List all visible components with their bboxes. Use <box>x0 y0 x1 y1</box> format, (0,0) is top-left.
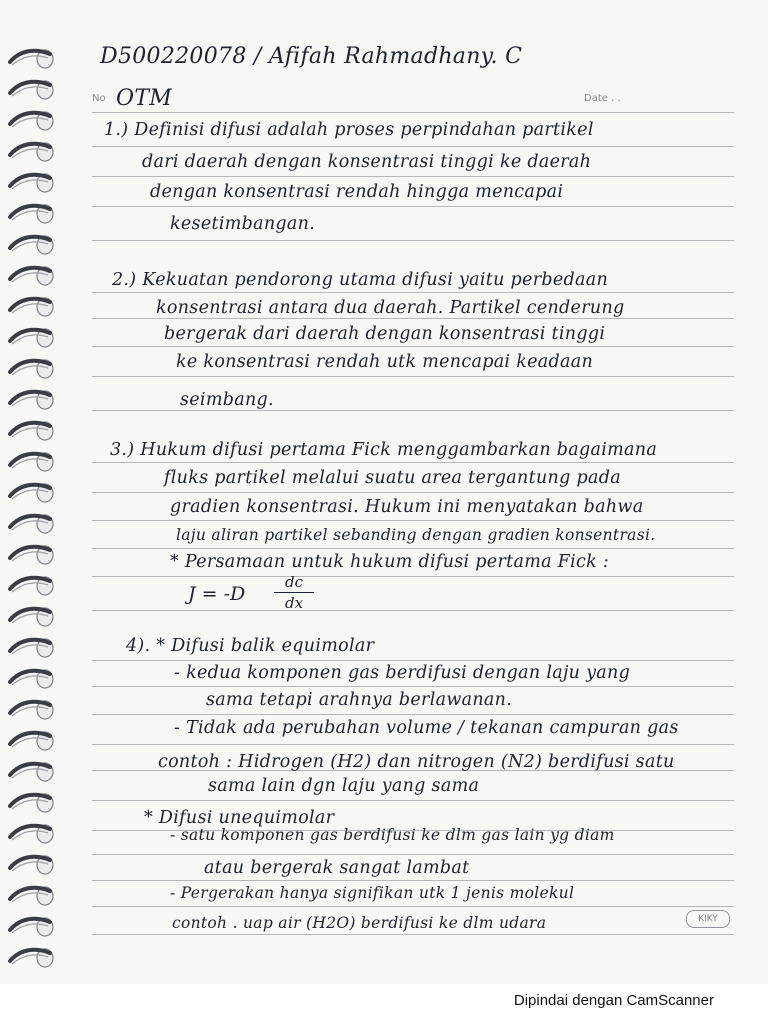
spiral-ring-icon <box>6 232 58 258</box>
ruled-line <box>92 376 734 377</box>
spiral-ring-icon <box>6 852 58 878</box>
note-line: sama tetapi arahnya berlawanan. <box>206 690 513 710</box>
note-line: - Pergerakan hanya signifikan utk 1 jenis molekul <box>170 884 575 902</box>
spiral-ring-icon <box>6 108 58 134</box>
note-line: ke konsentrasi rendah utk mencapai keadaan <box>176 352 594 372</box>
note-line: 2.) Kekuatan pendorong utama difusi yaitu perbedaan <box>112 270 609 290</box>
ruled-line <box>92 686 734 687</box>
spiral-ring-icon <box>6 449 58 475</box>
spiral-ring-icon <box>6 387 58 413</box>
spiral-ring-icon <box>6 77 58 103</box>
spiral-ring-icon <box>6 418 58 444</box>
note-line: dari daerah dengan konsentrasi tinggi ke daerah <box>142 152 592 172</box>
note-line: bergerak dari daerah dengan konsentrasi tinggi <box>164 324 606 344</box>
spiral-ring-icon <box>6 821 58 847</box>
spiral-ring-icon <box>6 294 58 320</box>
ruled-line <box>92 854 734 855</box>
note-line: - satu komponen gas berdifusi ke dlm gas lain yg diam <box>170 826 615 844</box>
spiral-ring-icon <box>6 480 58 506</box>
ruled-line <box>92 410 734 411</box>
spiral-ring-icon <box>6 914 58 940</box>
fick-formula <box>188 573 304 612</box>
student-id-name: D500220078 / Afifah Rahmadhany. C <box>100 44 523 69</box>
ruled-line <box>92 462 734 463</box>
spiral-ring-icon <box>6 201 58 227</box>
spiral-ring-icon <box>6 604 58 630</box>
topic-title: OTM <box>116 86 173 111</box>
formula-fraction <box>274 573 314 612</box>
note-line: laju aliran partikel sebanding dengan gradien konsentrasi. <box>176 526 656 544</box>
note-line: dengan konsentrasi rendah hingga mencapai <box>150 182 564 202</box>
note-line: contoh . uap air (H2O) berdifusi ke dlm udara <box>172 914 547 932</box>
ruled-line <box>92 660 734 661</box>
ruled-line <box>92 610 734 611</box>
spiral-ring-icon <box>6 356 58 382</box>
ruled-line <box>92 146 734 147</box>
formula-numerator: dc <box>284 573 303 591</box>
ruled-line <box>92 934 734 935</box>
note-line: gradien konsentrasi. Hukum ini menyatakan bahwa <box>170 497 644 517</box>
ruled-line <box>92 240 734 241</box>
spiral-ring-icon <box>6 666 58 692</box>
note-line: - Tidak ada perubahan volume / tekanan campuran gas <box>174 718 679 738</box>
scanner-footer <box>0 984 768 1024</box>
ruled-line <box>92 714 734 715</box>
ruled-line <box>92 548 734 549</box>
ruled-line <box>92 520 734 521</box>
spiral-ring-icon <box>6 883 58 909</box>
spiral-ring-icon <box>6 511 58 537</box>
note-line: fluks partikel melalui suatu area tergantung pada <box>164 468 621 488</box>
spiral-ring-icon <box>6 697 58 723</box>
spiral-ring-icon <box>6 945 58 971</box>
note-line: * Difusi unequimolar <box>144 808 335 828</box>
spiral-ring-icon <box>6 790 58 816</box>
spiral-ring-icon <box>6 46 58 72</box>
spiral-ring-icon <box>6 263 58 289</box>
spiral-ring-icon <box>6 728 58 754</box>
formula-lhs: J = -D <box>188 583 246 605</box>
spiral-ring-icon <box>6 542 58 568</box>
ruled-line <box>92 492 734 493</box>
spiral-ring-icon <box>6 325 58 351</box>
note-line: - kedua komponen gas berdifusi dengan laju yang <box>174 663 631 683</box>
spiral-ring-icon <box>6 759 58 785</box>
camscanner-label: Dipindai dengan CamScanner <box>513 992 714 1009</box>
date-label: Date . . <box>584 93 621 104</box>
ruled-line <box>92 292 734 293</box>
ruled-line <box>92 800 734 801</box>
ruled-line <box>92 176 734 177</box>
ruled-line <box>92 906 734 907</box>
note-line: seimbang. <box>180 390 274 410</box>
ruled-line <box>92 206 734 207</box>
spiral-ring-icon <box>6 139 58 165</box>
ruled-line <box>92 744 734 745</box>
ruled-line <box>92 112 734 113</box>
note-line: 4). * Difusi balik equimolar <box>126 636 375 656</box>
note-line: atau bergerak sangat lambat <box>204 858 470 878</box>
brand-mark: KIKY <box>686 910 730 928</box>
no-label: No <box>92 93 106 104</box>
spiral-ring-icon <box>6 573 58 599</box>
note-line: kesetimbangan. <box>170 214 316 234</box>
note-line: 1.) Definisi difusi adalah proses perpindahan partikel <box>104 120 594 140</box>
spiral-ring-icon <box>6 635 58 661</box>
ruled-line <box>92 576 734 577</box>
note-line: * Persamaan untuk hukum difusi pertama Fick : <box>170 552 610 572</box>
formula-denominator: dx <box>284 594 304 612</box>
note-line: 3.) Hukum difusi pertama Fick menggambarkan bagaimana <box>110 440 658 460</box>
note-line: konsentrasi antara dua daerah. Partikel cenderung <box>156 298 625 318</box>
ruled-line <box>92 880 734 881</box>
note-line: sama lain dgn laju yang sama <box>208 776 480 796</box>
ruled-line <box>92 318 734 319</box>
ruled-line <box>92 346 734 347</box>
note-line: contoh : Hidrogen (H2) dan nitrogen (N2) berdifusi satu <box>158 752 675 772</box>
spiral-ring-icon <box>6 170 58 196</box>
